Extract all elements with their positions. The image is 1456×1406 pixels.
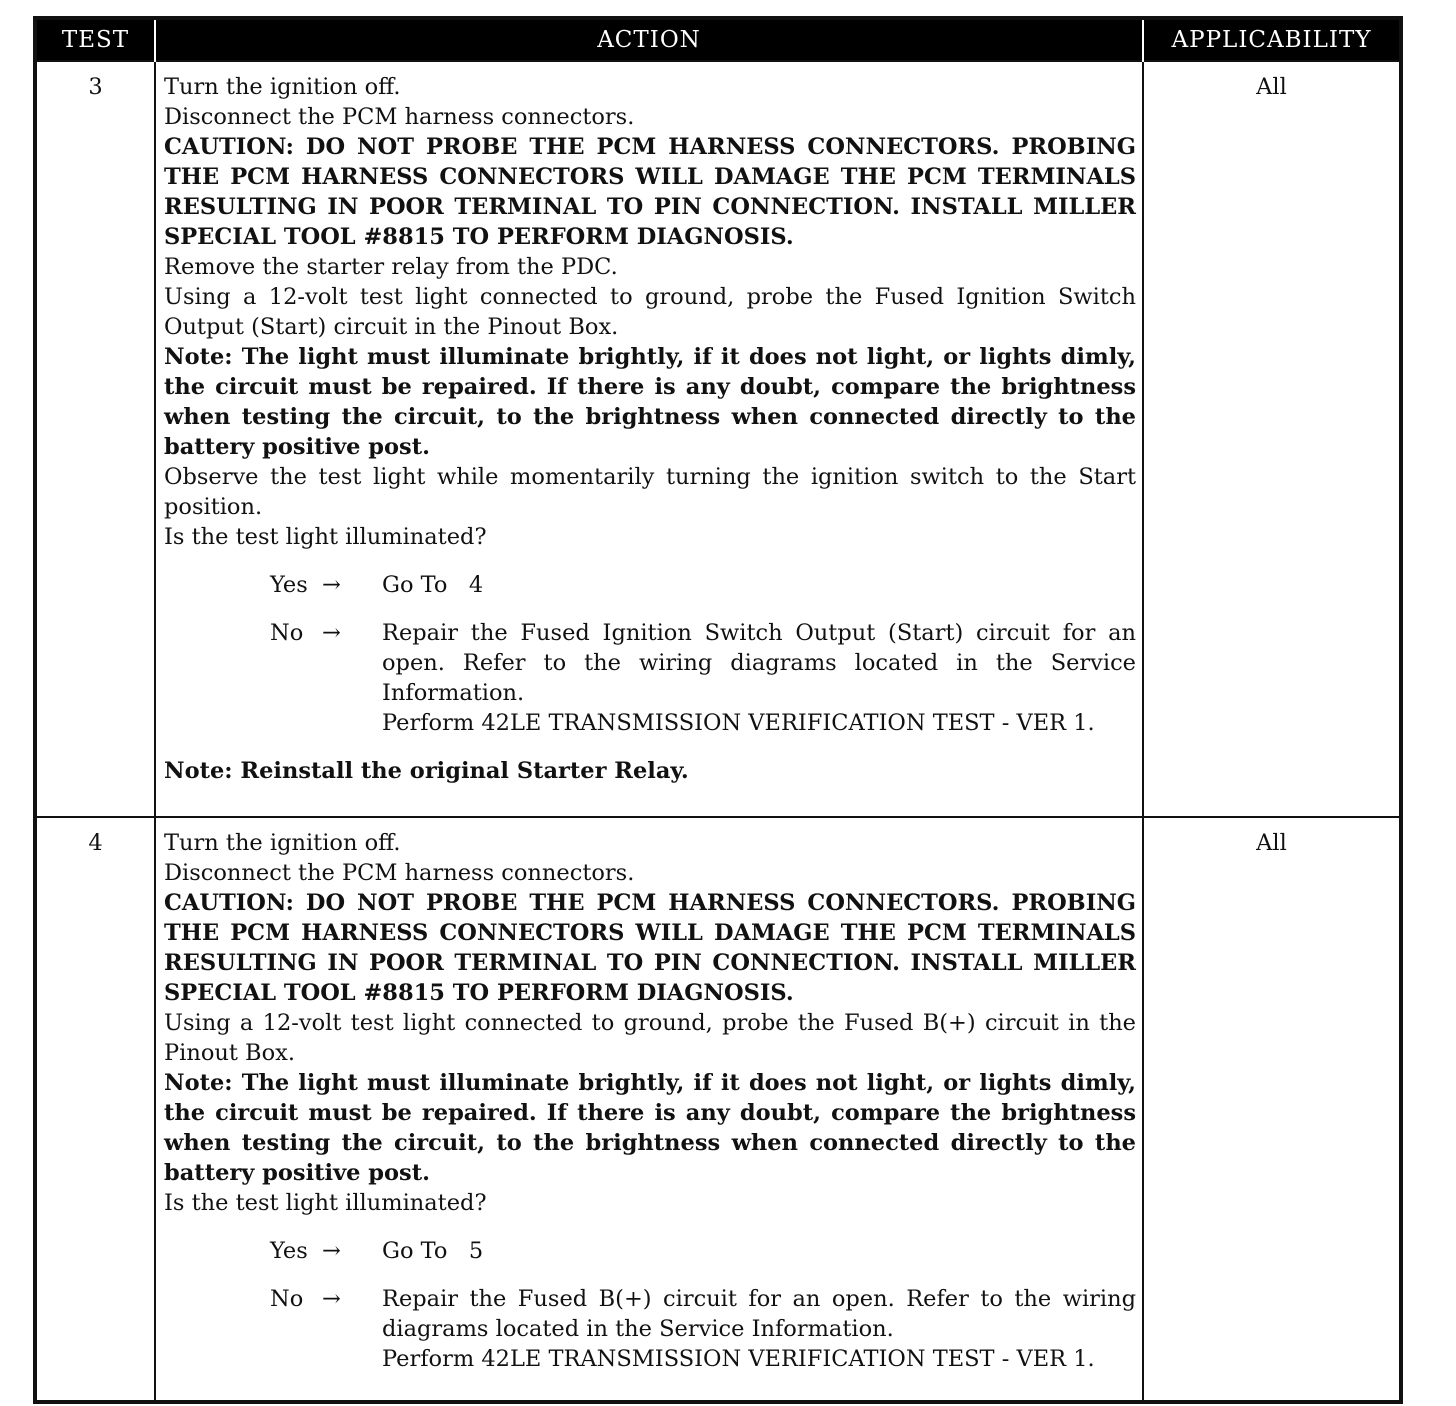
caution-text: CAUTION: DO NOT PROBE THE PCM HARNESS CONNECTORS. PROBING THE PCM HARNESS CONNECTORS WILL DAMAGE THE PCM TERMINALS RESULTING IN POOR TERMINAL TO PIN CONNECTION. INSTALL MILLER SPECIAL TOOL #8815 TO PERFORM DIAGNOSIS. (164, 134, 1136, 250)
final-note: Note: Reinstall the original Starter Relay. (164, 758, 689, 784)
no-result-text: Repair the Fused B(+) circuit for an open. Refer to the wiring diagrams located in the Service Information. (382, 1286, 1136, 1342)
perform-test-text: Perform 42LE TRANSMISSION VERIFICATION TEST - VER 1. (382, 1346, 1095, 1372)
test-number: 4 (35, 817, 155, 1402)
action-cell (155, 61, 1143, 817)
diagnostic-table (33, 16, 1403, 1404)
action-step: Observe the test light while momentarily turning the ignition switch to the Start position. (164, 464, 1136, 520)
caution-text: CAUTION: DO NOT PROBE THE PCM HARNESS CONNECTORS. PROBING THE PCM HARNESS CONNECTORS WILL DAMAGE THE PCM TERMINALS RESULTING IN POOR TERMINAL TO PIN CONNECTION. INSTALL MILLER SPECIAL TOOL #8815 TO PERFORM DIAGNOSIS. (164, 890, 1136, 1006)
question-text: Is the test light illuminated? (164, 1190, 487, 1216)
action-step: Disconnect the PCM harness connectors. (164, 104, 635, 130)
yes-label: Yes (270, 572, 308, 598)
question-text: Is the test light illuminated? (164, 524, 487, 550)
action-step: Remove the starter relay from the PDC. (164, 254, 618, 280)
table-row (35, 817, 1401, 1402)
arrow-right-icon: → (322, 620, 341, 646)
yes-result: Go To 5 (382, 1238, 484, 1264)
action-step: Using a 12-volt test light connected to ground, probe the Fused B(+) circuit in the Pinout Box. (164, 1010, 1136, 1066)
arrow-right-icon: → (322, 1286, 341, 1312)
test-number: 3 (35, 61, 155, 817)
yes-branch (270, 570, 1136, 600)
no-label: No (270, 1286, 304, 1312)
header-test: TEST (35, 18, 155, 61)
note-text: Note: The light must illuminate brightly, if it does not light, or lights dimly, the circuit must be repaired. If there is any doubt, compare the brightness when testing the circuit, to the brightness when connected directly to the battery positive post. (164, 344, 1136, 460)
yes-branch (270, 1236, 1136, 1266)
header-applicability: APPLICABILITY (1143, 18, 1401, 61)
note-text: Note: The light must illuminate brightly, if it does not light, or lights dimly, the circuit must be repaired. If there is any doubt, compare the brightness when testing the circuit, to the brightness when connected directly to the battery positive post. (164, 1070, 1136, 1186)
table-row (35, 61, 1401, 817)
no-label: No (270, 620, 304, 646)
header-action: ACTION (155, 18, 1143, 61)
yes-result: Go To 4 (382, 572, 484, 598)
no-result (382, 1284, 1136, 1374)
action-step: Disconnect the PCM harness connectors. (164, 860, 635, 886)
no-result (382, 618, 1136, 738)
applicability-cell: All (1143, 61, 1401, 817)
header-row (35, 18, 1401, 61)
no-branch (270, 618, 1136, 738)
action-step: Using a 12-volt test light connected to ground, probe the Fused Ignition Switch Output (Start) circuit in the Pinout Box. (164, 284, 1136, 340)
action-step: Turn the ignition off. (164, 74, 401, 100)
perform-test-text: Perform 42LE TRANSMISSION VERIFICATION TEST - VER 1. (382, 710, 1095, 736)
no-result-text: Repair the Fused Ignition Switch Output (Start) circuit for an open. Refer to the wiring diagrams located in the Service Information. (382, 620, 1136, 706)
arrow-right-icon: → (322, 1238, 341, 1264)
applicability-cell: All (1143, 817, 1401, 1402)
no-branch (270, 1284, 1136, 1374)
action-step: Turn the ignition off. (164, 830, 401, 856)
arrow-right-icon: → (322, 572, 341, 598)
yes-label: Yes (270, 1238, 308, 1264)
action-cell (155, 817, 1143, 1402)
